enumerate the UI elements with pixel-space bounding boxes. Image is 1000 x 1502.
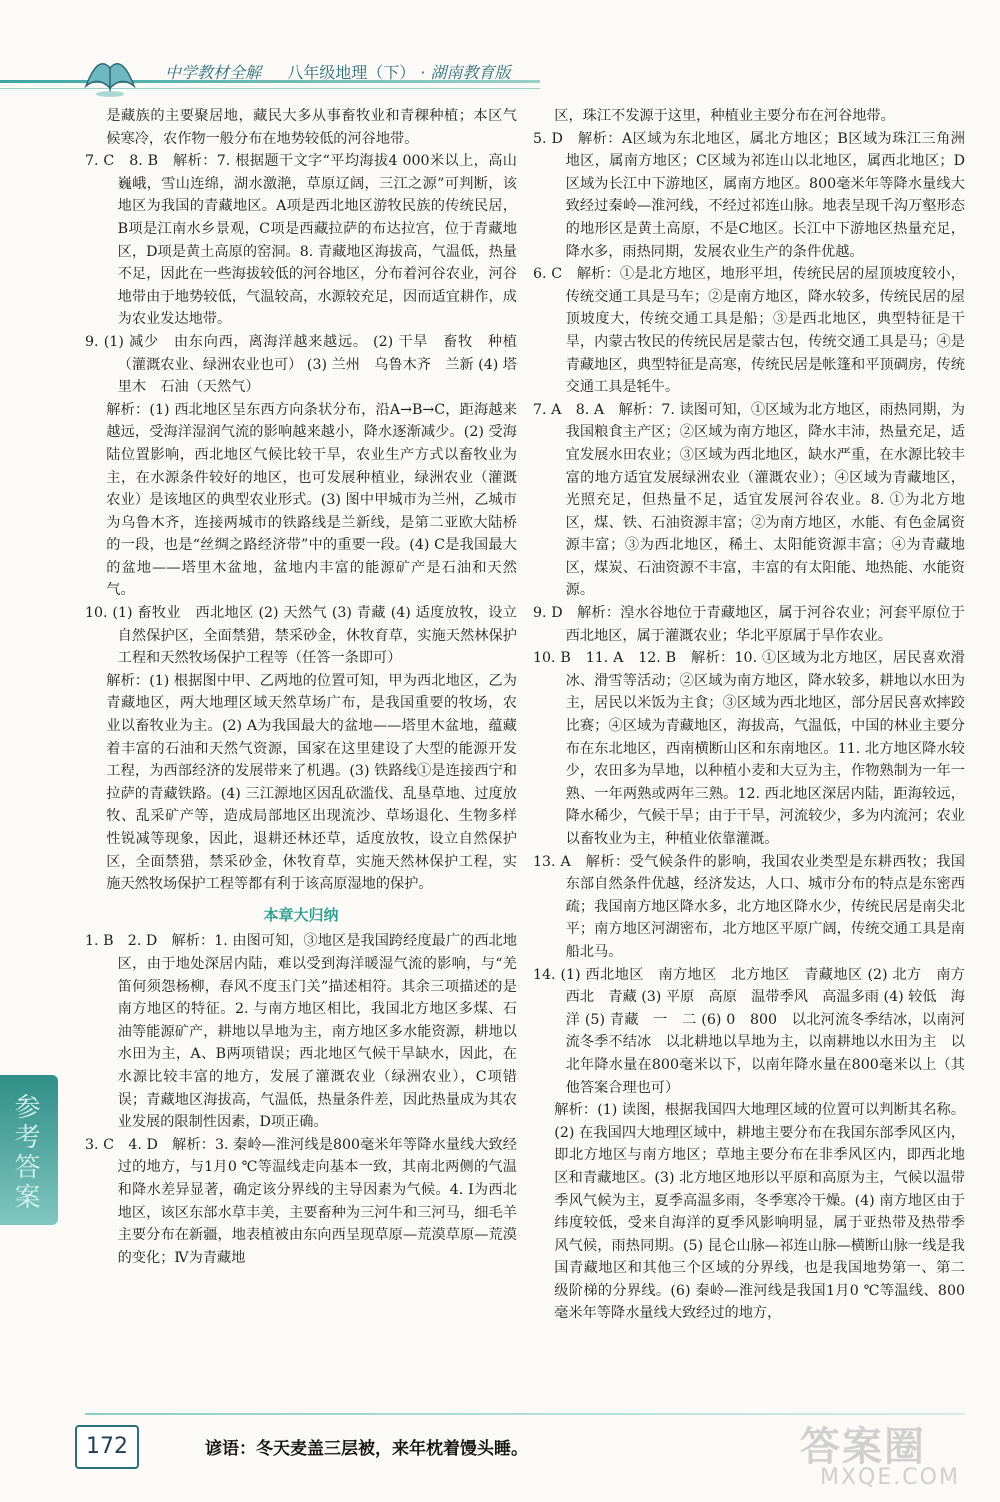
grade-label: 八年级地理（下） [287, 63, 416, 82]
answer-paragraph: 3. C 4. D 解析：3. 秦岭—淮河线是800毫米年等降水量线大致经过的地方，与1月0 ℃等温线走向基本一致，其南北两侧的气温和降水差异显著，确定该分界线的主导因素为气候。4. Ⅰ为西北地区，该区东部水草丰美，主要畜种为三河牛和三河马，细毛羊主要分布在新疆，地表植被由东向西呈现草原—荒漠草原—荒漠的变化；Ⅳ为青藏地 [85, 1136, 517, 1266]
section-side-tab [0, 1075, 58, 1225]
edition-label: 湖南教育版 [430, 63, 511, 82]
book-title: 中学教材全解 [165, 63, 262, 82]
answer-paragraph: 解析：(1) 读图，根据我国四大地理区域的位置可以判断其名称。(2) 在我国四大地理区域中，耕地主要分布在我国东部季风区内，即北方地区与南方地区；草地主要分布在非季风区内，即西北地区和青藏地区。(3) 北方地区地形以平原和高原为主，气候以温带季风气候为主，夏季高温多雨，冬季寒冷干燥。(4) 南方地区由于纬度较低，受来自海洋的夏季风影响明显，属于亚热带及热带季风气候，雨热同期。(5) 昆仑山脉—祁连山脉—横断山脉一线是我国青藏地区和其他三个区域的分界线，也是我国地势第一、第二级阶梯的分界线。(6) 秦岭—淮河线是我国1月0 ℃等温线、800毫米年等降水量线大致经过的地方， [554, 1102, 965, 1322]
answer-paragraph: 7. A 8. A 解析：7. 读图可知，①区域为北方地区，雨热同期，为我国粮食主产区；②区域为南方地区，降水丰沛，热量充足，适宜发展水田农业；③区域为西北地区，缺水严重，在水源比较丰富的地方适宜发展绿洲农业（灌溉农业）；④区域为青藏地区，光照充足，但热量不足，适宜发展河谷农业。8. ①为北方地区，煤、铁、石油资源丰富；②为南方地区，水能、有色金属资源丰富；③为西北地区，稀土、太阳能资源丰富；④为青藏地区，煤炭、石油资源不丰富，丰富的有太阳能、地热能、水能资源。 [533, 401, 965, 599]
answer-paragraph: 10. B 11. A 12. B 解析：10. ①区域为北方地区，居民喜欢滑冰、滑雪等活动；②区域为南方地区，降水较多，耕地以水田为主，居民以米饭为主食；③区域为西北地区，部分居民喜欢摔跤比赛；④区域为青藏地区，海拔高，气温低，中国的林业主要分布在东北地区，西南横断山区和东南地区。11. 北方地区降水较少，农田多为旱地，以种植小麦和大豆为主，作物熟制为一年一熟、一年两熟或两年三熟。12. 西北地区深居内陆，距海较远，降水稀少，气候干旱；由于干旱，河流较少，多为内流河；农业以畜牧业为主，种植业依靠灌溉。 [533, 650, 965, 847]
answer-paragraph: 14. (1) 西北地区 南方地区 北方地区 青藏地区 (2) 北方 南方 西北 青藏 (3) 平原 高原 温带季风 高温多雨 (4) 较低 海洋 (5) 青藏 一 二 (6) 0 800 以北河流冬季结冰，以南河流冬季不结冰 以北耕地以旱地为主，以南耕地以水田为主 以北年降水量在800毫米以下，以南年降水量在800毫米以上（其他答案合理也可） [533, 966, 980, 1096]
answer-paragraph: 9. D 解析：湟水谷地位于青藏地区，属于河谷农业；河套平原位于西北地区，属于灌溉农业；华北平原属于旱作农业。 [533, 605, 965, 644]
answer-paragraph: 解析：(1) 西北地区呈东西方向条状分布，沿A→B→C，距海越来越远，受海洋湿润气流的影响越来越小，降水逐渐减少。(2) 受海陆位置影响，西北地区气候比较干旱，农业生产方式以畜牧业为主，在水源条件较好的地区，也可发展种植业，绿洲农业（灌溉农业）是该地区的典型农业形式。(3) 图中甲城市为兰州，乙城市为乌鲁木齐，连接两城市的铁路线是兰新线，是第二亚欧大陆桥的一段，也是“丝绸之路经济带”中的重要一段。(4) C是我国最大的盆地——塔里木盆地，盆地内丰富的能源矿产是石油和天然气。 [106, 401, 517, 599]
section-title: 本章大归纳 [263, 905, 339, 924]
watermark-url: MXQE.COM [820, 1465, 960, 1490]
answer-paragraph: 1. B 2. D 解析：1. 由图可知，③地区是我国跨经度最广的西北地区，由于地处深居内陆，难以受到海洋暖湿气流的影响，与“羌笛何须怨杨柳，春风不度玉门关”描述相符。其余三项描述的是南方地区的特征。2. 与南方地区相比，我国北方地区多煤、石油等能源矿产，耕地以旱地为主，南方地区多水能资源，耕地以水田为主，A、B两项错误；西北地区气候干旱缺水，因此，在水源比较丰富的地方，发展了灌溉农业（绿洲农业），C项错误；青藏地区海拔高，气温低，热量条件差，因此热量成为其农业发展的限制性因素，D项正确。 [85, 933, 517, 1131]
answer-paragraph: 7. C 8. B 解析：7. 根据题干文字“平均海拔4 000米以上，高山巍峨，雪山连绵，湖水激滟，草原辽阔，三江之源”可判断，该地区为我国的青藏地区。A项是西北地区游牧民族的传统民居，B项是江南水乡景观，C项是西藏拉萨的布达拉宫，位于青藏地区，D项是黄土高原的窑洞。8. 青藏地区海拔高，气温低，热量不足，因此在一些海拔较低的河谷地区，分布着河谷农业，河谷地带由于地势较低，气温较高，水源较充足，因而适宜耕作，成为农业发达地带。 [85, 153, 517, 328]
answer-column-left [85, 105, 517, 1269]
book-logo-icon [80, 48, 140, 100]
answer-paragraph: 5. D 解析：A区域为东北地区，属北方地区；B区域为珠江三角洲地区，属南方地区；C区域为祁连山以北地区，属西北地区；D区域为长江中下游地区，属南方地区。800毫米年等降水量线大致经过秦岭—淮河线，不经过祁连山脉。地表呈现千沟万壑形态的地形区是黄土高原，不是C地区。长江中下游地区热量充足，降水多，雨热同期，发展农业生产的条件优越。 [533, 130, 965, 260]
answer-paragraph: 9. (1) 减少 由东向西，离海洋越来越远。 (2) 干旱 畜牧 种植（灌溉农业、绿洲农业也可） (3) 兰州 乌鲁木齐 兰新 (4) 塔里木 石油（天然气） [85, 333, 517, 396]
side-tab-label: 参考答案 [10, 1093, 40, 1213]
answer-paragraph: 13. A 解析：受气候条件的影响，我国农业类型是东耕西牧；我国东部自然条件优越，经济发达，人口、城市分布的特点是东密西疏；我国南方地区降水多，北方地区降水少，传统民居是南尖北平；南方地区河湖密布，北方地区平原广阔，传统交通工具是南船北马。 [533, 853, 965, 960]
answer-paragraph: 是藏族的主要聚居地，藏民大多从事畜牧业和青稞种植；本区气候寒冷，农作物一般分布在地势较低的河谷地带。 [106, 108, 517, 147]
answer-paragraph: 解析：(1) 根据图中甲、乙两地的位置可知，甲为西北地区，乙为青藏地区，两大地理区域天然草场广布，是我国重要的牧场，农业以畜牧业为主。(2) A为我国最大的盆地——塔里木盆地，蕴藏着丰富的石油和天然气资源，国家在这里建设了大型的能源开发工程，为西部经济的发展带来了机遇。(3) 铁路线①是连接西宁和拉萨的青藏铁路。(4) 三江源地区因乱砍滥伐、乱垦草地、过度放牧、乱采矿产等，造成局部地区出现流沙、草场退化、生物多样性锐减等现象，因此，退耕还林还草，适度放牧，设立自然保护区，全面禁猎，禁采砂金，休牧育草，实施天然林保护工程，实施天然牧场保护工程等都有利于该高原湿地的保护。 [106, 672, 517, 893]
footer-proverb: 谚语：冬天麦盖三层被，来年枕着馒头睡。 [205, 1439, 528, 1459]
page-header [0, 0, 1000, 100]
page-number: 172 [75, 1425, 139, 1469]
answer-column-right [533, 105, 980, 1325]
answer-paragraph: 6. C 解析：①是北方地区，地形平坦，传统民居的屋顶坡度较小，传统交通工具是马车；②是南方地区，降水较多，传统民居的屋顶坡度大，传统交通工具是船；③是西北地区，典型特征是干旱，内蒙古牧民的传统民居是蒙古包，传统交通工具是马；④是青藏地区，典型特征是高寒，传统民居是帐篷和平顶碉房，传统交通工具是牦牛。 [533, 266, 965, 396]
answer-paragraph: 区，珠江不发源于这里，种植业主要分布在河谷地带。 [554, 108, 895, 124]
answer-paragraph: 10. (1) 畜牧业 西北地区 (2) 天然气 (3) 青藏 (4) 适度放牧，设立自然保护区，全面禁猎，禁采砂金，休牧育草，实施天然林保护工程和天然牧场保护工程等（任答一条即可） [85, 605, 517, 667]
watermark-logo: 答案圈 [800, 1424, 926, 1470]
header-title: 中学教材全解 八年级地理（下） · 湖南教育版 [165, 63, 511, 82]
